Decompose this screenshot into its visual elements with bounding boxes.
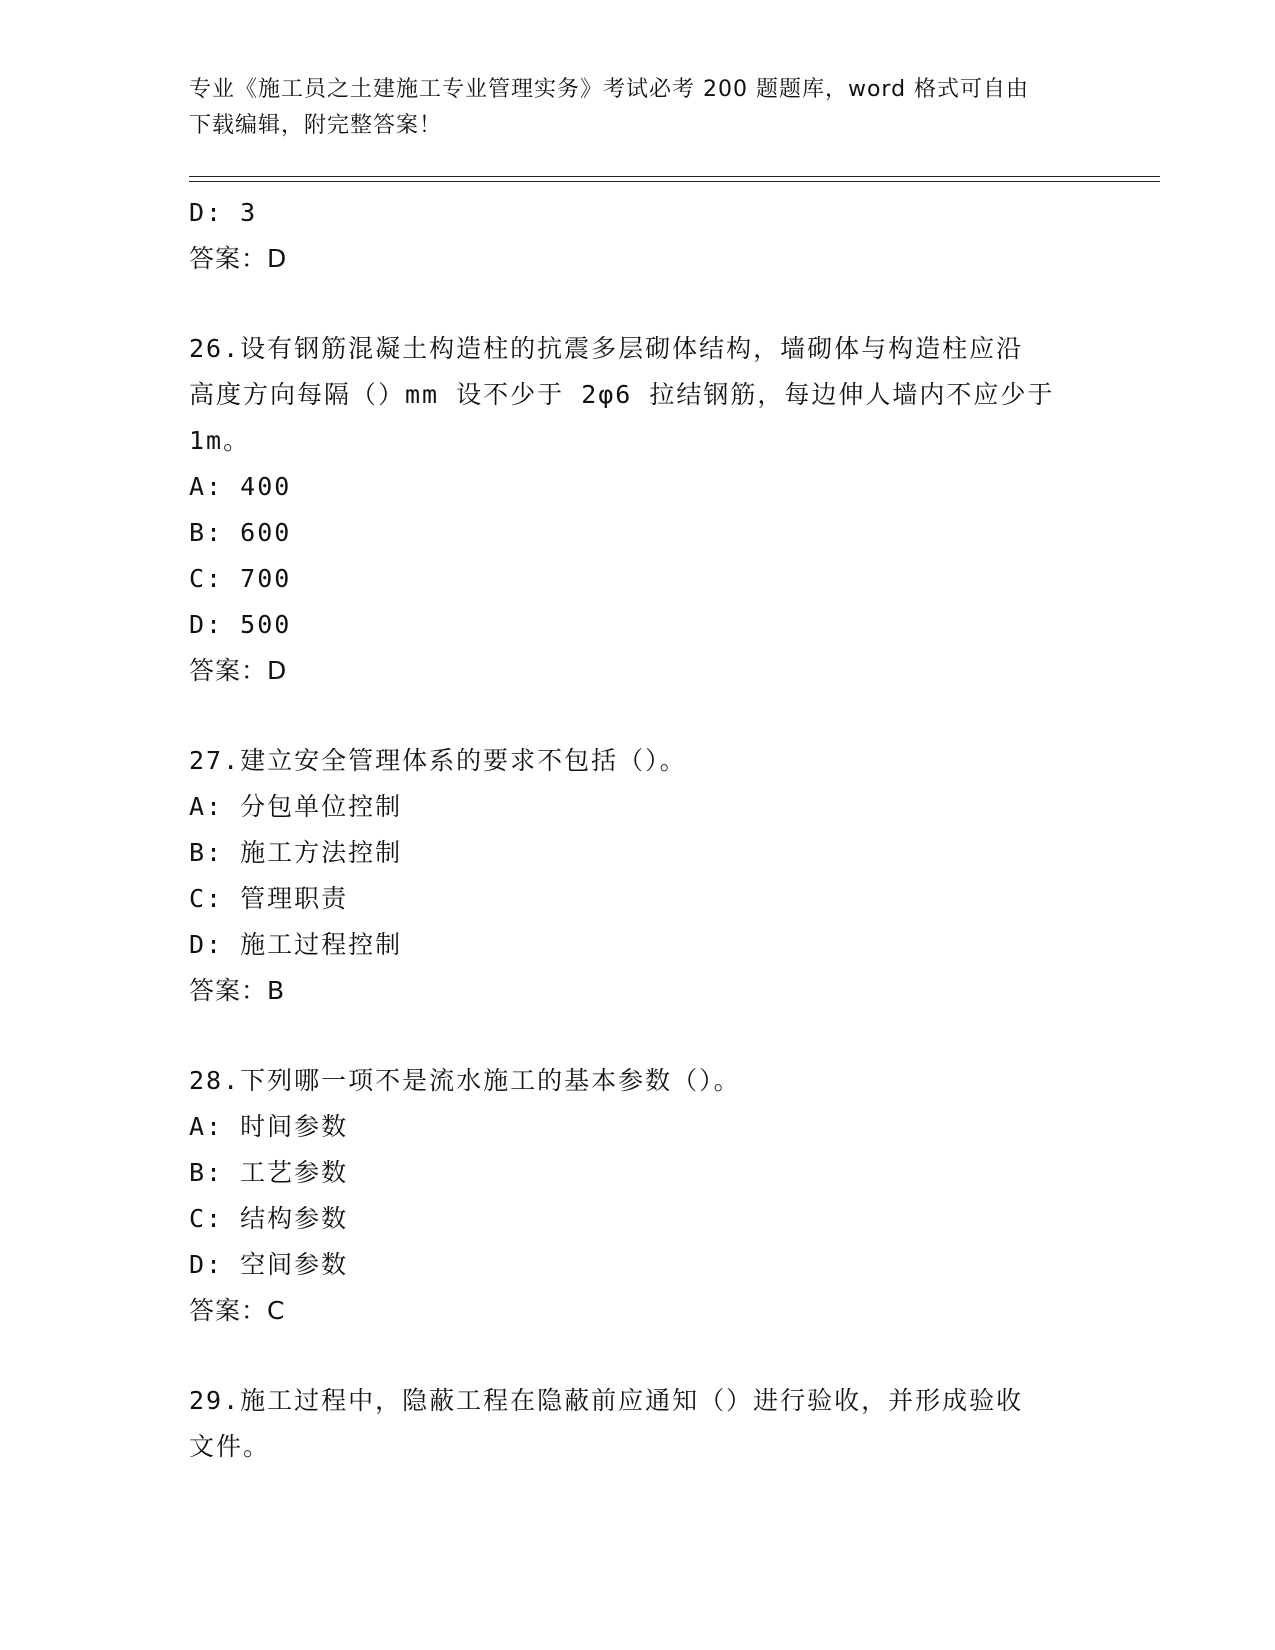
header-line-1: 专业《施工员之土建施工专业管理实务》考试必考 200 题题库，word 格式可自由 — [189, 77, 1030, 102]
header-divider-bottom — [189, 181, 1160, 182]
header-line-2: 下载编辑，附完整答案！ — [189, 113, 443, 138]
option-a: A: 时间参数 — [189, 1112, 349, 1141]
answer-line: 答案：C — [189, 1296, 286, 1325]
option-c: C: 700 — [189, 564, 292, 593]
option-d: D: 施工过程控制 — [189, 930, 403, 959]
question-29 — [189, 1378, 1089, 1470]
answer-line: 答案：D — [189, 656, 288, 685]
spacer — [189, 282, 1089, 326]
question-28 — [189, 1058, 1089, 1334]
option-c: C: 结构参数 — [189, 1204, 349, 1233]
question-text-line: 高度方向每隔（）mm 设不少于 2φ6 拉结钢筋，每边伸人墙内不应少于 — [189, 380, 1055, 409]
question-text-line: 28.下列哪一项不是流水施工的基本参数（）。 — [189, 1066, 741, 1095]
option-d: D: 3 — [189, 198, 258, 227]
question-text-line: 文件。 — [189, 1432, 271, 1461]
option-a: A: 400 — [189, 472, 292, 501]
spacer — [189, 1014, 1089, 1058]
answer-line: 答案：B — [189, 976, 286, 1005]
question-text-line: 26.设有钢筋混凝土构造柱的抗震多层砌体结构，墙砌体与构造柱应沿 — [189, 334, 1024, 363]
option-d: D: 空间参数 — [189, 1250, 349, 1279]
answer-line: 答案：D — [189, 244, 288, 273]
question-text-line: 1m。 — [189, 426, 251, 455]
question-27 — [189, 738, 1089, 1014]
question-list — [189, 190, 1089, 1470]
option-c: C: 管理职责 — [189, 884, 349, 913]
question-text-line: 29.施工过程中，隐蔽工程在隐蔽前应通知（）进行验收，并形成验收 — [189, 1386, 1024, 1415]
spacer — [189, 694, 1089, 738]
option-b: B: 施工方法控制 — [189, 838, 403, 867]
document-header — [189, 72, 1089, 144]
option-b: B: 600 — [189, 518, 292, 547]
option-d: D: 500 — [189, 610, 292, 639]
question-text-line: 27.建立安全管理体系的要求不包括（）。 — [189, 746, 687, 775]
option-a: A: 分包单位控制 — [189, 792, 403, 821]
spacer — [189, 1334, 1089, 1378]
question-26 — [189, 326, 1089, 694]
question-25-tail — [189, 190, 1089, 282]
header-divider-top — [189, 176, 1160, 177]
option-b: B: 工艺参数 — [189, 1158, 349, 1187]
